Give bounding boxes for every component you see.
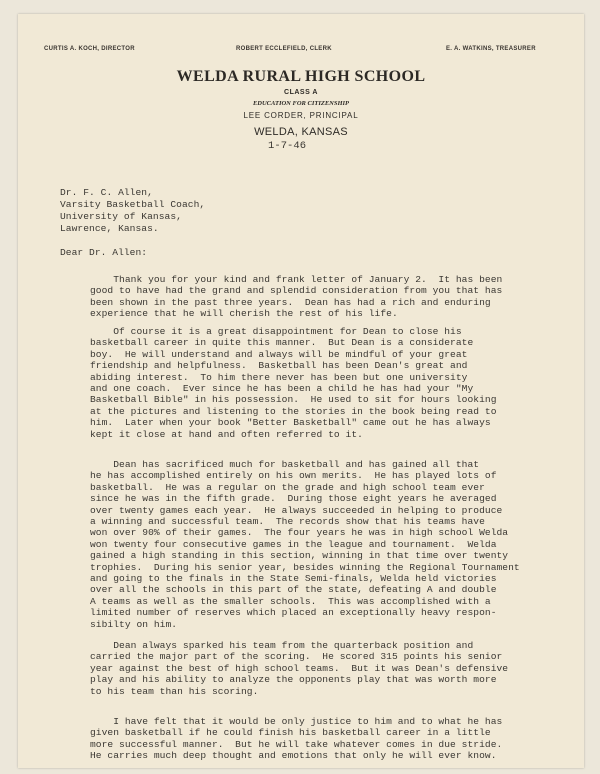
- text-line: more successful manner. But he will take whatever comes in due stride.: [90, 738, 503, 750]
- text-line: Of course it is a great disappointment for Dean to close his: [90, 326, 462, 337]
- treasurer-name: E. A. WATKINS, TREASURER: [446, 46, 536, 52]
- text-line: I have felt that it would be only justice to him and to what he has: [90, 716, 503, 727]
- salutation: Dear Dr. Allen:: [60, 247, 148, 258]
- paragraph-3: [90, 459, 520, 630]
- text-line: abiding interest. To him there never has been but one university: [90, 371, 468, 383]
- paragraph-1: [90, 274, 502, 320]
- text-line: He carries much deep thought and emotions that only he will ever know.: [90, 750, 497, 762]
- text-line: won twenty four consecutive games in the league and tournament. Welda: [90, 538, 497, 550]
- text-line: limited number of reserves which placed an exceptionally heavy respon-: [90, 607, 497, 619]
- clerk-name: ROBERT ECCLEFIELD, CLERK: [236, 46, 332, 52]
- address-line: University of Kansas,: [60, 211, 182, 222]
- text-line: given basketball if he could finish his basketball career in a little: [90, 727, 491, 739]
- school-city: WELDA, KANSAS: [254, 126, 348, 138]
- text-line: over all the schools in this part of the state, defeating A and double: [90, 584, 497, 596]
- text-line: experience that he will cherish the rest of his life.: [90, 308, 398, 320]
- text-line: A teams as well as the smaller schools. This was accomplished with a: [90, 595, 491, 607]
- text-line: trophies. During his senior year, besides winning the Regional Tournament: [90, 561, 520, 573]
- director-name: CURTIS A. KOCH, DIRECTOR: [44, 46, 135, 52]
- address-line: Varsity Basketball Coach,: [60, 199, 206, 210]
- letter-page: [18, 14, 584, 768]
- text-line: at the pictures and listening to the stories in the book being read to: [90, 405, 497, 417]
- text-line: to his team than his scoring.: [90, 685, 259, 697]
- address-line: Dr. F. C. Allen,: [60, 187, 153, 198]
- text-line: friendship and helpfulness. Basketball has been Dean's great and: [90, 360, 468, 372]
- paragraph-2: [90, 326, 497, 440]
- text-line: gained a high standing in this section, winning in that time over twenty: [90, 550, 509, 562]
- paragraph-4: [90, 640, 508, 697]
- text-line: basketball career in quite this manner. But Dean is a considerate: [90, 337, 474, 349]
- text-line: him. Later when your book "Better Basketball" came out he has always: [90, 417, 491, 429]
- recipient-address: [60, 187, 205, 235]
- school-class: CLASS A: [284, 89, 318, 96]
- school-name: WELDA RURAL HIGH SCHOOL: [176, 68, 426, 85]
- school-motto: EDUCATION FOR CITIZENSHIP: [252, 100, 350, 107]
- text-line: over twenty games each year. He always succeeded in helping to produce: [90, 504, 503, 516]
- text-line: good to have had the grand and splendid consideration from you that has: [90, 285, 503, 297]
- text-line: since he was in the fifth grade. During those eight years he averaged: [90, 493, 497, 505]
- text-line: Thank you for your kind and frank letter of January 2. It has been: [90, 274, 503, 285]
- text-line: carried the major part of the scoring. He scored 315 points his senior: [90, 651, 503, 663]
- text-line: year against the best of high school teams. But it was Dean's defensive: [90, 662, 509, 674]
- text-line: basketball. He was a regular on the grade and high school team ever: [90, 481, 485, 493]
- text-line: won over 90% of their games. The four years he was in high school Welda: [90, 527, 509, 539]
- text-line: he has accomplished entirely on his own merits. He has played lots of: [90, 470, 497, 482]
- text-line: been shown in the past three years. Dean has had a rich and enduring: [90, 296, 491, 308]
- address-line: Lawrence, Kansas.: [60, 223, 159, 234]
- text-line: Dean has sacrificed much for basketball and has gained all that: [90, 459, 480, 470]
- principal-name: LEE CORDER, PRINCIPAL: [243, 111, 359, 120]
- text-line: Dean always sparked his team from the quarterback position and: [90, 640, 474, 651]
- letter-date: 1-7-46: [268, 140, 307, 152]
- text-line: kept it close at hand and often referred to it.: [90, 428, 363, 440]
- text-line: play and his ability to analyze the opponents play that was worth more: [90, 674, 497, 686]
- text-line: Basketball Bible" in his possession. He used to sit for hours looking: [90, 394, 497, 406]
- text-line: boy. He will understand and always will be mindful of your great: [90, 348, 468, 360]
- text-line: and one coach. Ever since he has been a child he has had your "My: [90, 383, 474, 395]
- paragraph-5: [90, 716, 502, 762]
- text-line: sibilty on him.: [90, 618, 178, 630]
- text-line: a winning and successful team. The records show that his teams have: [90, 516, 485, 528]
- text-line: and going to the finals in the State Semi-finals, Welda held victories: [90, 573, 497, 585]
